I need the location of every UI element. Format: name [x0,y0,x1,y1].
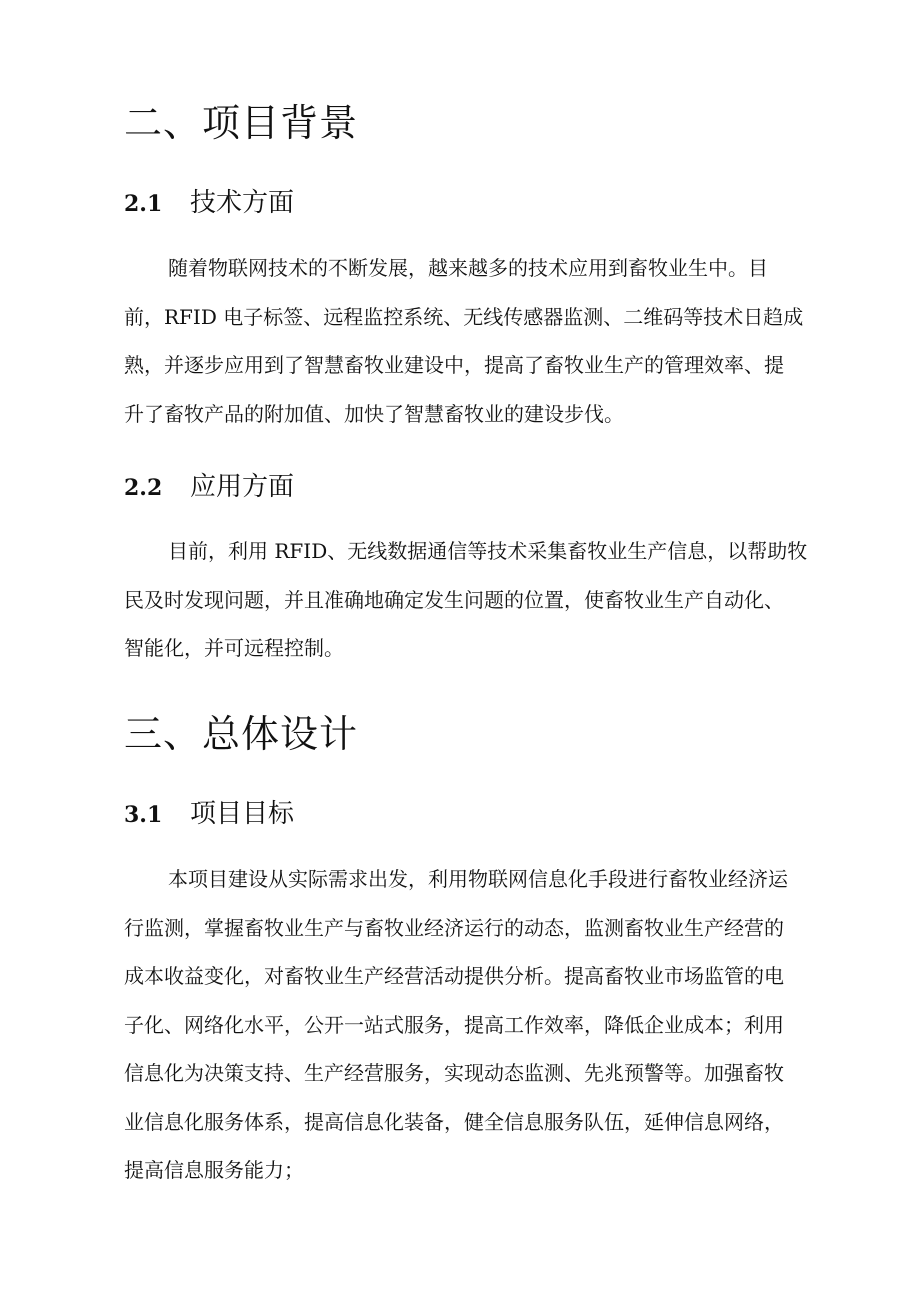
paragraph-line: 提高信息服务能力； [124,1158,304,1182]
paragraph-line: 智能化，并可远程控制。 [124,636,344,660]
subsection-heading-3-1 [124,797,294,832]
paragraph-line: 子化、网络化水平，公开一站式服务，提高工作效率，降低企业成本；利用 [124,1012,784,1037]
paragraph-line: 随着物联网技术的不断发展，越来越多的技术应用到畜牧业生中。目 [168,256,768,280]
paragraph-line: 行监测，掌握畜牧业生产与畜牧业经济运行的动态，监测畜牧业生产经营的 [124,915,784,940]
paragraph-line: 信息化为决策支持、生产经营服务，实现动态监测、先兆预警等。加强畜牧 [124,1061,784,1085]
paragraph-line: 本项目建设从实际需求出发，利用物联网信息化手段进行畜牧业经济运 [168,867,788,891]
subsection-title: 应用方面 [190,472,295,502]
paragraph-3-1 [124,855,796,1195]
subsection-number: 2.1 [124,191,163,217]
paragraph-line: 业信息化服务体系，提高信息化装备，健全信息服务队伍，延伸信息网络， [124,1109,784,1134]
subsection-heading-2-2 [124,470,294,505]
section-heading-2: 二、项目背景 [124,101,359,145]
section-heading-3: 三、总体设计 [124,712,359,756]
subsection-title: 项目目标 [190,799,295,829]
subsection-number: 3.1 [124,802,163,828]
paragraph-2-1 [124,244,804,438]
paragraph-line: 成本收益变化，对畜牧业生产经营活动提供分析。提高畜牧业市场监管的电 [124,964,784,988]
paragraph-2-2 [124,527,808,673]
paragraph-line: 熟，并逐步应用到了智慧畜牧业建设中，提高了畜牧业生产的管理效率、提 [124,353,784,377]
paragraph-line: 前，RFID 电子标签、远程监控系统、无线传感器监测、二维码等技术日趋成 [124,304,804,329]
paragraph-line: 民及时发现问题，并且准确地确定发生问题的位置，使畜牧业生产自动化、 [124,587,784,612]
subsection-heading-2-1 [124,186,294,221]
subsection-number: 2.2 [124,475,163,501]
subsection-title: 技术方面 [190,188,295,218]
paragraph-line: 目前，利用 RFID、无线数据通信等技术采集畜牧业生产信息，以帮助牧 [168,539,808,563]
paragraph-line: 升了畜牧产品的附加值、加快了智慧畜牧业的建设步伐。 [124,401,624,426]
